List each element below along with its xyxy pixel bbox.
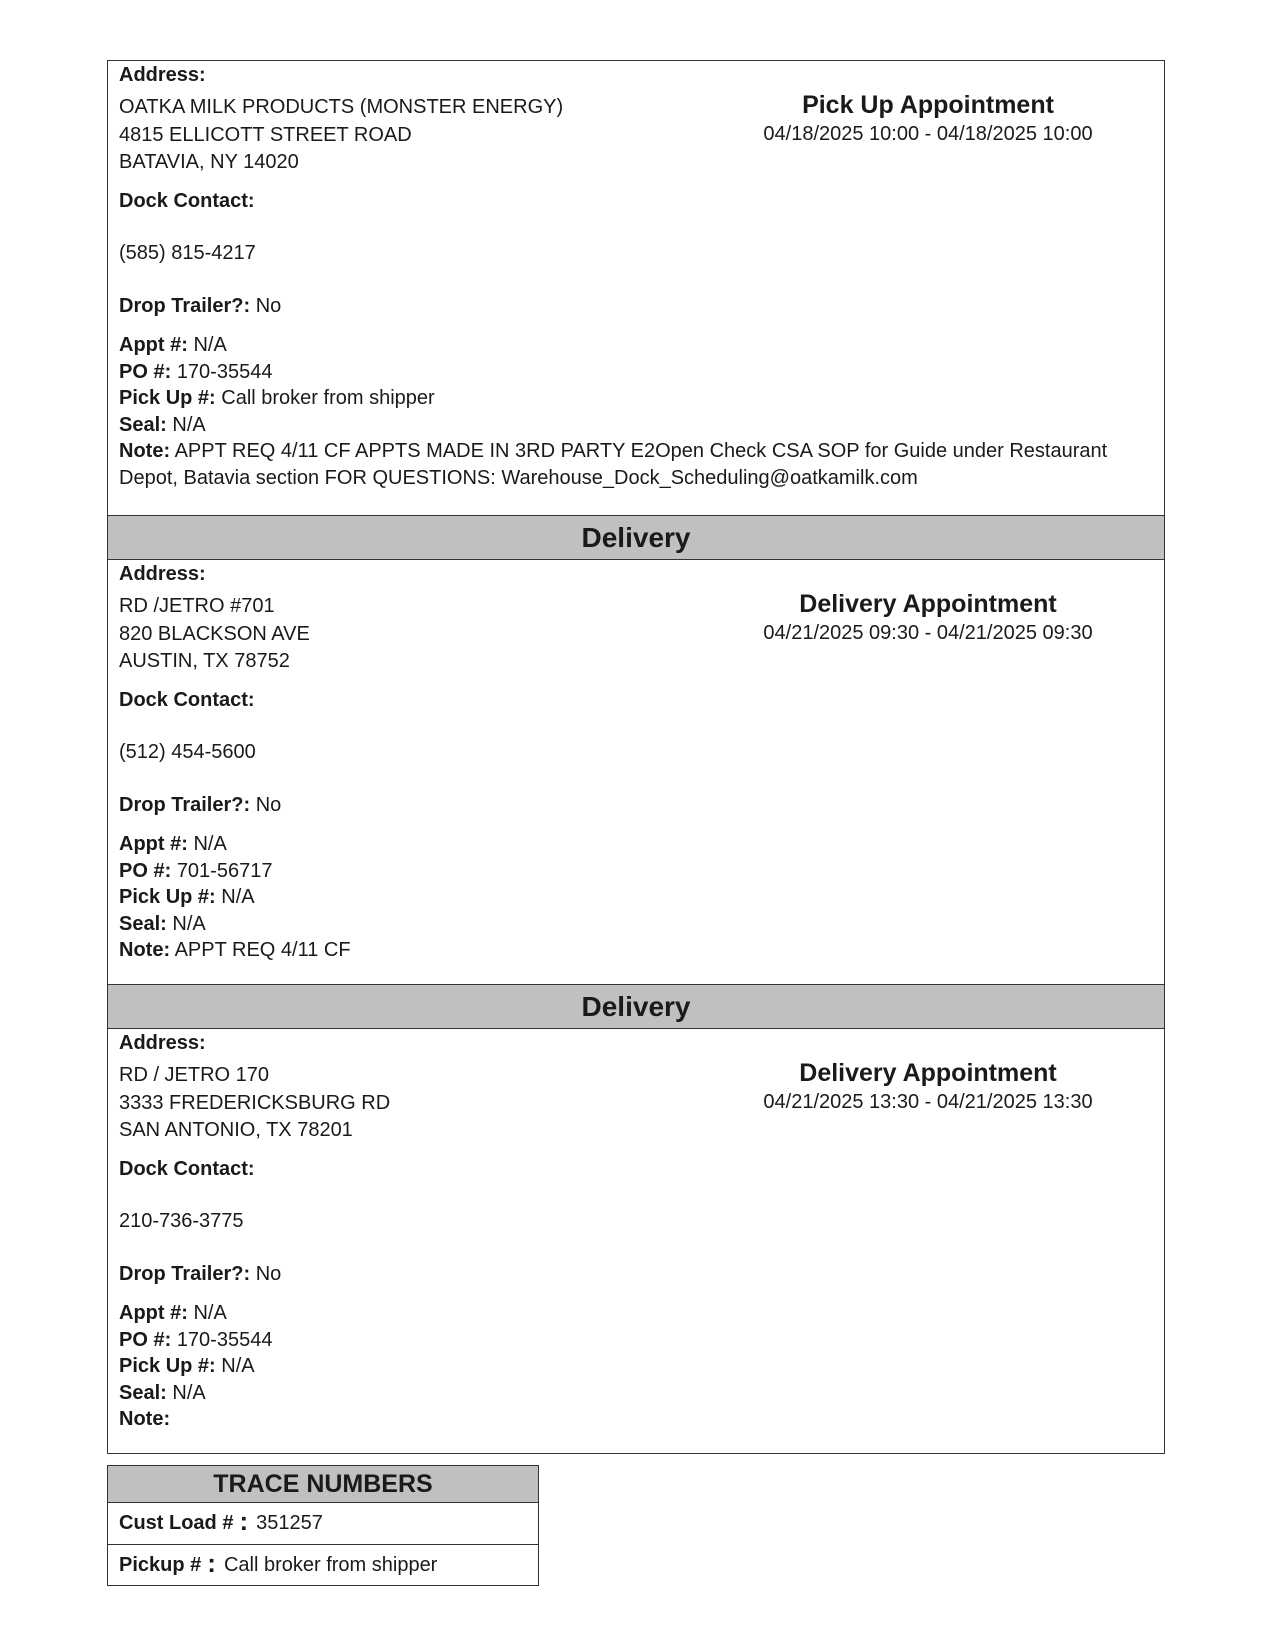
po-field <box>119 360 272 384</box>
address-label: Address: <box>119 64 206 86</box>
pickup-number-field <box>119 1354 255 1378</box>
appt-field <box>119 832 227 856</box>
drop-trailer-field <box>119 294 281 318</box>
delivery-header-1: Delivery <box>108 515 1164 560</box>
po-field <box>119 1328 272 1352</box>
pickup-colon: : <box>207 1547 216 1578</box>
seal-field <box>119 912 206 936</box>
note-label: Note: <box>119 440 171 462</box>
pickup-number-label: Pick Up #: <box>119 387 216 409</box>
drop-trailer-label: Drop Trailer?: <box>119 295 251 317</box>
address-line-3: SAN ANTONIO, TX 78201 <box>119 1119 353 1141</box>
appt-value: N/A <box>193 833 227 855</box>
pickup-label: Pickup # <box>119 1553 202 1576</box>
cust-load-value: 351257 <box>256 1512 323 1534</box>
pickup-number-field <box>119 386 435 410</box>
appt-label: Appt #: <box>119 334 188 356</box>
po-label: PO #: <box>119 361 172 383</box>
appt-label: Appt #: <box>119 833 188 855</box>
seal-value: N/A <box>172 913 206 935</box>
po-field <box>119 859 272 883</box>
address-line-3: AUSTIN, TX 78752 <box>119 650 290 672</box>
po-label: PO #: <box>119 1329 172 1351</box>
seal-label: Seal: <box>119 913 167 935</box>
seal-label: Seal: <box>119 414 167 436</box>
pickup-number-field <box>119 885 255 909</box>
pickup-number-value: Call broker from shipper <box>221 387 435 409</box>
appt-value: N/A <box>193 1302 227 1324</box>
drop-trailer-value: No <box>255 794 282 816</box>
dock-contact-label: Dock Contact: <box>119 1158 255 1180</box>
address-line-1: OATKA MILK PRODUCTS (MONSTER ENERGY) <box>119 96 564 118</box>
seal-field <box>119 413 206 437</box>
address-line-2: 820 BLACKSON AVE <box>119 623 310 645</box>
address-line-3: BATAVIA, NY 14020 <box>119 151 299 173</box>
note-field <box>119 938 351 962</box>
po-value: 701-56717 <box>176 860 273 882</box>
pickup-number-label: Pick Up #: <box>119 886 216 908</box>
delivery-section-1 <box>108 560 1164 984</box>
note-label: Note: <box>119 939 171 961</box>
delivery-appointment-range: 04/21/2025 13:30 - 04/21/2025 13:30 <box>763 1091 1093 1113</box>
cust-load-row <box>108 1503 538 1544</box>
note-label: Note: <box>119 1408 171 1430</box>
note-value: APPT REQ 4/11 CF <box>174 939 351 961</box>
po-label: PO #: <box>119 860 172 882</box>
appt-field <box>119 1301 227 1325</box>
pickup-value: Call broker from shipper <box>223 1553 438 1576</box>
drop-trailer-field <box>119 793 281 817</box>
po-value: 170-35544 <box>176 361 273 383</box>
dock-contact-label: Dock Contact: <box>119 190 255 212</box>
address-label: Address: <box>119 1032 206 1054</box>
dock-contact-phone: (512) 454-5600 <box>119 741 256 763</box>
cust-load-label: Cust Load # <box>119 1512 234 1534</box>
seal-value: N/A <box>172 1382 206 1404</box>
delivery-appointment-title: Delivery Appointment <box>799 1059 1057 1087</box>
delivery-appointment-range: 04/21/2025 09:30 - 04/21/2025 09:30 <box>763 622 1093 644</box>
appt-value: N/A <box>193 334 227 356</box>
note-value-line-2: Depot, Batavia section FOR QUESTIONS: Warehouse_Dock_Scheduling@oatkamilk.com <box>119 467 918 489</box>
delivery-appointment-title: Delivery Appointment <box>799 590 1057 618</box>
pickup-number-label: Pick Up #: <box>119 1355 216 1377</box>
dock-contact-label: Dock Contact: <box>119 689 255 711</box>
note-value-line-1: APPT REQ 4/11 CF APPTS MADE IN 3RD PARTY E2Open Check CSA SOP for Guide under Restaurant <box>174 440 1108 462</box>
pickup-section <box>108 61 1164 515</box>
address-line-1: RD / JETRO 170 <box>119 1064 270 1086</box>
seal-field <box>119 1381 206 1405</box>
pickup-number-value: N/A <box>221 1355 255 1377</box>
drop-trailer-field <box>119 1262 281 1286</box>
address-line-2: 3333 FREDERICKSBURG RD <box>119 1092 391 1114</box>
drop-trailer-label: Drop Trailer?: <box>119 1263 251 1285</box>
note-field <box>119 1407 170 1431</box>
pickup-number-value: N/A <box>221 886 255 908</box>
delivery-header-2: Delivery <box>108 984 1164 1029</box>
address-line-2: 4815 ELLICOTT STREET ROAD <box>119 124 412 146</box>
delivery-section-2 <box>108 1029 1164 1453</box>
load-sheet <box>107 60 1165 1454</box>
pickup-appointment-title: Pick Up Appointment <box>802 91 1054 119</box>
note-field <box>119 439 1107 463</box>
pickup-row <box>108 1544 538 1585</box>
cust-load-colon: : <box>239 1506 249 1536</box>
dock-contact-phone: (585) 815-4217 <box>119 242 256 264</box>
drop-trailer-value: No <box>255 295 282 317</box>
dock-contact-phone: 210-736-3775 <box>119 1210 244 1232</box>
drop-trailer-value: No <box>255 1263 282 1285</box>
seal-label: Seal: <box>119 1382 167 1404</box>
po-value: 170-35544 <box>176 1329 273 1351</box>
address-line-1: RD /JETRO #701 <box>119 595 275 617</box>
seal-value: N/A <box>172 414 206 436</box>
appt-label: Appt #: <box>119 1302 188 1324</box>
pickup-appointment-range: 04/18/2025 10:00 - 04/18/2025 10:00 <box>763 123 1093 145</box>
drop-trailer-label: Drop Trailer?: <box>119 794 251 816</box>
appt-field <box>119 333 227 357</box>
address-label: Address: <box>119 563 206 585</box>
trace-numbers-title: TRACE NUMBERS <box>108 1466 538 1503</box>
trace-numbers-table <box>107 1465 539 1586</box>
